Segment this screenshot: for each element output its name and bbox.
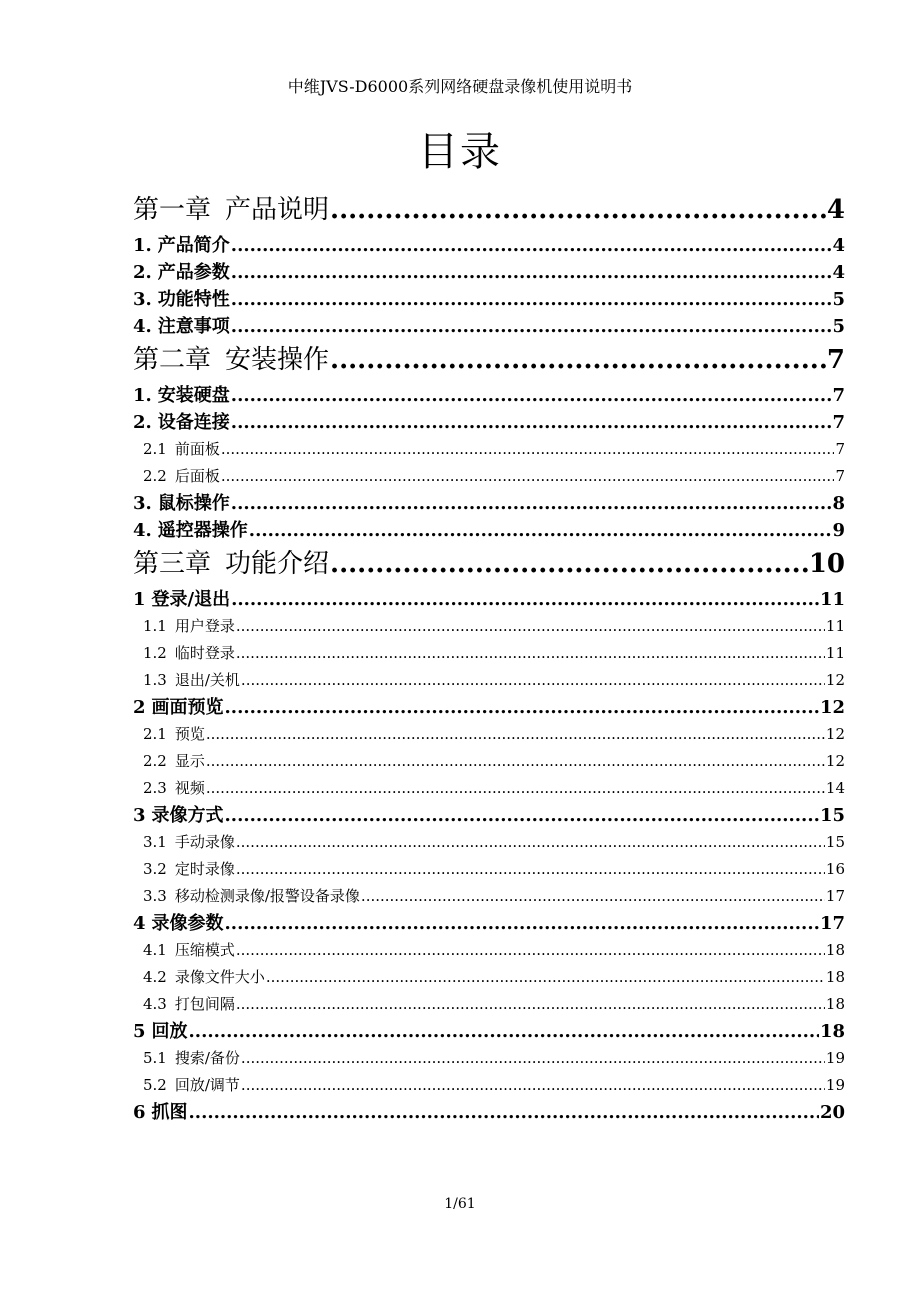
toc-entry-page: 15: [819, 805, 845, 826]
toc-entry-number: 2.2: [143, 752, 167, 770]
toc-entry-title: 手动录像: [174, 833, 235, 851]
toc-entry-label: [133, 232, 230, 259]
toc-entry-title: 功能特性: [157, 289, 230, 310]
toc-dot-leader: [231, 409, 832, 436]
toc-entry-page: 7: [826, 345, 845, 375]
toc-entry-page: 18: [825, 941, 845, 959]
toc-entry-number: 1.3: [143, 671, 167, 689]
toc-entry-section[interactable]: [133, 517, 845, 544]
toc-entry-page: 5: [832, 289, 845, 310]
toc-entry-page: 12: [819, 697, 845, 718]
table-of-contents: [133, 190, 845, 1126]
toc-dot-leader: [189, 1018, 819, 1045]
toc-entry-number: 1.1: [143, 617, 167, 635]
toc-dot-leader: [225, 694, 819, 721]
toc-entry-page: 7: [832, 412, 845, 433]
toc-entry-title: 压缩模式: [174, 941, 235, 959]
toc-dot-leader: [231, 286, 832, 313]
toc-entry-number: 第三章: [133, 549, 212, 579]
toc-dot-leader: [236, 640, 825, 667]
toc-entry-number: 4.1: [143, 941, 167, 959]
toc-entry-sub[interactable]: [133, 829, 845, 856]
toc-entry-page: 4: [832, 262, 845, 283]
toc-dot-leader: [225, 802, 819, 829]
toc-entry-number: 3.: [133, 289, 152, 310]
toc-dot-leader: [206, 721, 825, 748]
toc-entry-label: [143, 748, 205, 775]
toc-dot-leader: [231, 232, 832, 259]
toc-entry-label: [143, 613, 235, 640]
toc-entry-number: 3.2: [143, 860, 167, 878]
toc-entry-title: 安装硬盘: [157, 385, 230, 406]
toc-entry-section[interactable]: [133, 409, 845, 436]
toc-entry-number: 2.: [133, 412, 152, 433]
toc-entry-title: 回放: [151, 1021, 188, 1042]
toc-dot-leader: [221, 436, 835, 463]
toc-entry-label: [143, 991, 235, 1018]
toc-entry-page: 15: [825, 833, 845, 851]
toc-entry-title: 注意事项: [157, 316, 230, 337]
toc-entry-number: 4.: [133, 520, 152, 541]
toc-entry-section[interactable]: [133, 1099, 845, 1126]
toc-entry-page: 18: [825, 968, 845, 986]
toc-entry-sub[interactable]: [133, 964, 845, 991]
toc-entry-title: 前面板: [174, 440, 220, 458]
toc-entry-number: 2.1: [143, 725, 167, 743]
toc-entry-title: 退出/关机: [174, 671, 240, 689]
toc-entry-page: 17: [819, 913, 845, 934]
toc-entry-title: 安装操作: [225, 345, 330, 375]
toc-entry-sub[interactable]: [133, 1072, 845, 1099]
toc-entry-title: 登录/退出: [151, 589, 231, 610]
toc-entry-title: 遥控器操作: [157, 520, 248, 541]
toc-dot-leader: [236, 613, 825, 640]
toc-entry-number: 5.1: [143, 1049, 167, 1067]
toc-entry-page: 4: [832, 235, 845, 256]
toc-entry-title: 产品简介: [157, 235, 230, 256]
toc-entry-label: [143, 1072, 240, 1099]
toc-entry-number: 4.: [133, 316, 152, 337]
toc-entry-page: 19: [825, 1076, 845, 1094]
toc-entry-section[interactable]: [133, 1018, 845, 1045]
toc-dot-leader: [241, 1045, 825, 1072]
toc-entry-page: 4: [826, 195, 845, 225]
toc-entry-page: 11: [825, 617, 845, 635]
toc-entry-sub[interactable]: [133, 883, 845, 910]
toc-entry-page: 18: [825, 995, 845, 1013]
toc-entry-number: 5.2: [143, 1076, 167, 1094]
toc-entry-title: 定时录像: [174, 860, 235, 878]
toc-dot-leader: [236, 991, 825, 1018]
toc-entry-number: 5: [133, 1021, 146, 1042]
toc-entry-label: [133, 546, 329, 582]
toc-entry-sub[interactable]: [133, 613, 845, 640]
toc-entry-label: [133, 910, 224, 937]
toc-entry-number: 3.3: [143, 887, 167, 905]
toc-entry-label: [133, 192, 329, 228]
toc-entry-section[interactable]: [133, 232, 845, 259]
toc-entry-page: 12: [825, 671, 845, 689]
toc-dot-leader: [330, 192, 826, 228]
toc-entry-page: 10: [808, 549, 845, 579]
toc-entry-number: 第二章: [133, 345, 212, 375]
toc-dot-leader: [231, 490, 832, 517]
toc-entry-page: 7: [832, 385, 845, 406]
toc-entry-page: 8: [832, 493, 845, 514]
toc-entry-label: [143, 775, 205, 802]
toc-entry-sub[interactable]: [133, 937, 845, 964]
toc-entry-label: [133, 517, 248, 544]
toc-entry-page: 12: [825, 725, 845, 743]
toc-entry-label: [133, 409, 230, 436]
toc-entry-section[interactable]: [133, 286, 845, 313]
toc-entry-page: 14: [825, 779, 845, 797]
toc-entry-number: 2.: [133, 262, 152, 283]
toc-dot-leader: [266, 964, 825, 991]
toc-entry-section[interactable]: [133, 802, 845, 829]
toc-entry-number: 6: [133, 1102, 146, 1123]
toc-entry-page: 12: [825, 752, 845, 770]
toc-entry-section[interactable]: [133, 910, 845, 937]
toc-entry-label: [133, 694, 224, 721]
toc-entry-title: 设备连接: [157, 412, 230, 433]
toc-entry-sub[interactable]: [133, 856, 845, 883]
toc-entry-title: 回放/调节: [174, 1076, 240, 1094]
toc-dot-leader: [231, 586, 819, 613]
toc-entry-page: 5: [832, 316, 845, 337]
toc-entry-title: 录像文件大小: [174, 968, 265, 986]
toc-entry-number: 2.1: [143, 440, 167, 458]
toc-entry-title: 功能介绍: [225, 549, 330, 579]
toc-entry-title: 临时登录: [174, 644, 235, 662]
toc-entry-page: 9: [832, 520, 845, 541]
toc-dot-leader: [241, 1072, 825, 1099]
toc-entry-section[interactable]: [133, 694, 845, 721]
toc-entry-label: [133, 382, 230, 409]
toc-entry-title: 产品说明: [225, 195, 330, 225]
toc-entry-sub[interactable]: [133, 463, 845, 490]
toc-entry-label: [143, 463, 220, 490]
toc-dot-leader: [231, 259, 832, 286]
toc-entry-number: 2.3: [143, 779, 167, 797]
toc-dot-leader: [236, 856, 825, 883]
toc-entry-number: 4: [133, 913, 146, 934]
toc-entry-title: 视频: [174, 779, 205, 797]
toc-entry-sub[interactable]: [133, 1045, 845, 1072]
page-number: 1/61: [444, 1196, 476, 1212]
toc-entry-sub[interactable]: [133, 775, 845, 802]
toc-dot-leader: [206, 748, 825, 775]
toc-entry-page: 16: [825, 860, 845, 878]
toc-entry-title: 打包间隔: [174, 995, 235, 1013]
toc-entry-label: [133, 313, 230, 340]
toc-entry-page: 19: [825, 1049, 845, 1067]
toc-entry-label: [133, 586, 230, 613]
toc-entry-title: 录像参数: [151, 913, 224, 934]
toc-entry-chapter[interactable]: [133, 192, 845, 230]
toc-entry-section[interactable]: [133, 382, 845, 409]
toc-entry-label: [143, 721, 205, 748]
toc-entry-title: 产品参数: [157, 262, 230, 283]
toc-entry-number: 2.2: [143, 467, 167, 485]
toc-entry-number: 3.: [133, 493, 152, 514]
toc-entry-label: [143, 829, 235, 856]
toc-entry-label: [143, 964, 265, 991]
toc-entry-title: 显示: [174, 752, 205, 770]
toc-entry-title: 抓图: [151, 1102, 188, 1123]
toc-entry-label: [133, 286, 230, 313]
toc-entry-sub[interactable]: [133, 667, 845, 694]
toc-dot-leader: [236, 829, 825, 856]
toc-entry-title: 搜索/备份: [174, 1049, 240, 1067]
toc-entry-label: [143, 937, 235, 964]
toc-entry-sub[interactable]: [133, 991, 845, 1018]
toc-dot-leader: [231, 313, 832, 340]
toc-entry-label: [143, 667, 240, 694]
toc-dot-leader: [330, 342, 826, 378]
toc-entry-section[interactable]: [133, 586, 845, 613]
toc-dot-leader: [206, 775, 825, 802]
page-header: 中维JVS-D6000系列网络硬盘录像机使用说明书: [287, 77, 633, 96]
toc-dot-leader: [221, 463, 835, 490]
toc-entry-title: 后面板: [174, 467, 220, 485]
toc-entry-page: 7: [835, 440, 845, 458]
toc-entry-sub[interactable]: [133, 436, 845, 463]
toc-entry-page: 11: [819, 589, 845, 610]
toc-entry-title: 用户登录: [174, 617, 235, 635]
toc-entry-page: 17: [825, 887, 845, 905]
toc-entry-number: 1.: [133, 235, 152, 256]
toc-entry-label: [133, 259, 230, 286]
toc-entry-label: [143, 883, 360, 910]
toc-entry-label: [143, 1045, 240, 1072]
toc-entry-number: 第一章: [133, 195, 212, 225]
toc-dot-leader: [236, 937, 825, 964]
toc-entry-number: 2: [133, 697, 146, 718]
page-title: 目录: [418, 129, 502, 175]
toc-entry-page: 11: [825, 644, 845, 662]
toc-entry-number: 3.1: [143, 833, 167, 851]
toc-dot-leader: [361, 883, 825, 910]
toc-entry-label: [143, 436, 220, 463]
toc-entry-number: 1.: [133, 385, 152, 406]
toc-dot-leader: [241, 667, 825, 694]
toc-entry-title: 画面预览: [151, 697, 224, 718]
toc-entry-label: [133, 1018, 188, 1045]
toc-entry-chapter[interactable]: [133, 342, 845, 380]
toc-entry-title: 鼠标操作: [157, 493, 230, 514]
toc-entry-label: [133, 1099, 188, 1126]
toc-entry-section[interactable]: [133, 490, 845, 517]
toc-entry-title: 录像方式: [151, 805, 224, 826]
toc-entry-number: 1.2: [143, 644, 167, 662]
toc-entry-sub[interactable]: [133, 721, 845, 748]
toc-entry-sub[interactable]: [133, 748, 845, 775]
toc-entry-label: [143, 640, 235, 667]
toc-entry-page: 7: [835, 467, 845, 485]
toc-dot-leader: [225, 910, 819, 937]
toc-dot-leader: [330, 546, 808, 582]
toc-entry-label: [143, 856, 235, 883]
toc-dot-leader: [231, 382, 832, 409]
toc-entry-title: 预览: [174, 725, 205, 743]
toc-entry-page: 20: [819, 1102, 845, 1123]
toc-entry-label: [133, 802, 224, 829]
toc-entry-number: 4.2: [143, 968, 167, 986]
toc-entry-number: 3: [133, 805, 146, 826]
toc-entry-label: [133, 490, 230, 517]
toc-entry-section[interactable]: [133, 313, 845, 340]
toc-entry-page: 18: [819, 1021, 845, 1042]
toc-entry-number: 4.3: [143, 995, 167, 1013]
toc-entry-sub[interactable]: [133, 640, 845, 667]
toc-entry-label: [133, 342, 329, 378]
toc-entry-section[interactable]: [133, 259, 845, 286]
toc-dot-leader: [249, 517, 832, 544]
toc-entry-chapter[interactable]: [133, 546, 845, 584]
toc-dot-leader: [189, 1099, 819, 1126]
toc-entry-number: 1: [133, 589, 146, 610]
toc-entry-title: 移动检测录像/报警设备录像: [174, 887, 360, 905]
